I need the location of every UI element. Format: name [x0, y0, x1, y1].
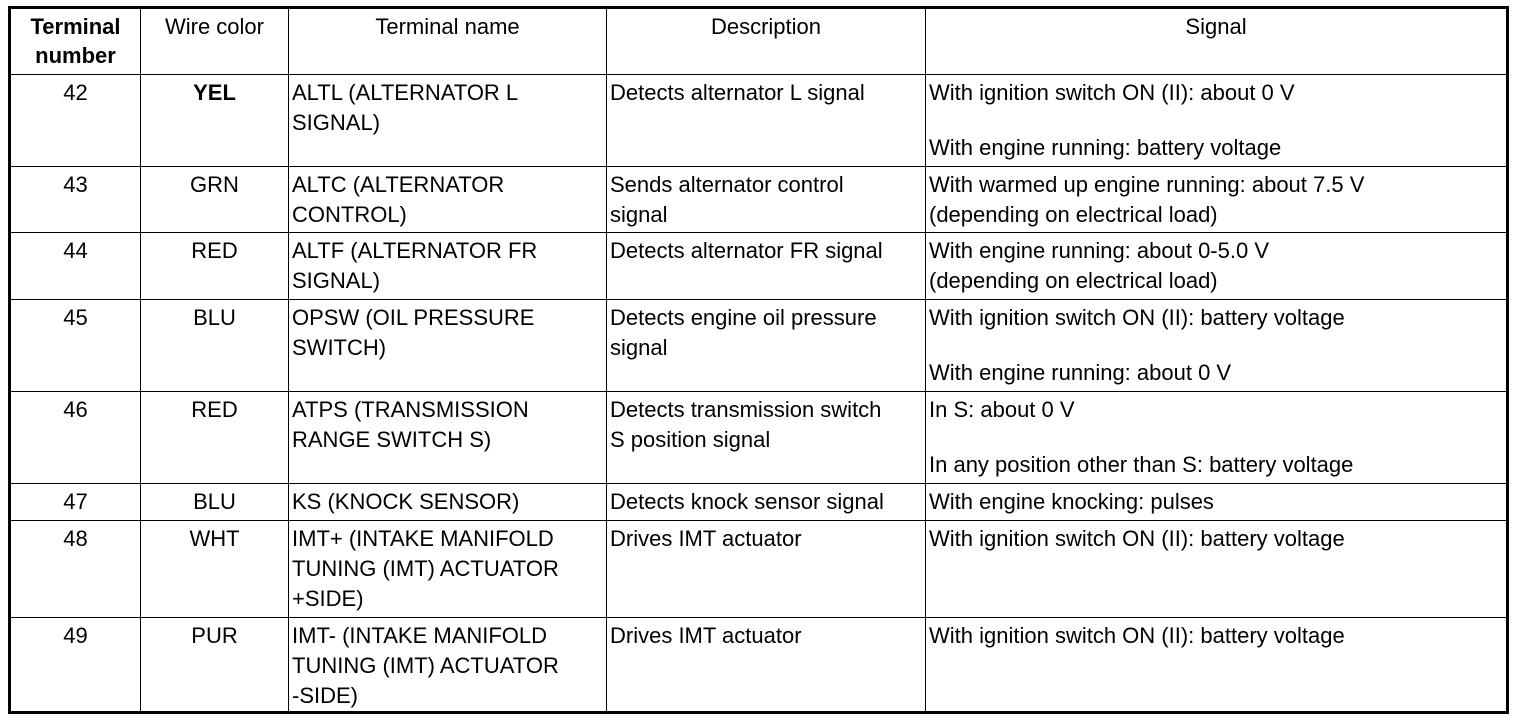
terminal-number-cell: 43 [10, 167, 141, 233]
wire-color-value: YEL [193, 80, 236, 105]
signal-line: With ignition switch ON (II): battery voltage [929, 623, 1345, 648]
header-terminal-number-line2: number [35, 43, 116, 68]
terminal-name-line: +SIDE) [292, 586, 364, 611]
signal-line: With engine running: about 0-5.0 V [929, 238, 1270, 263]
table-header-row [10, 8, 1508, 75]
terminal-name-line: ATPS (TRANSMISSION [292, 397, 529, 422]
description-line: signal [610, 202, 668, 227]
terminal-table-wrapper [8, 6, 1509, 714]
wire-color-value: WHT [189, 526, 240, 551]
wire-color-cell [141, 521, 289, 618]
signal-cell [926, 392, 1508, 484]
signal-line: With engine running: battery voltage [929, 135, 1282, 160]
wire-color-cell [141, 484, 289, 521]
description-cell [607, 167, 926, 233]
header-wire-color: Wire color [141, 8, 289, 75]
wire-color-cell [141, 618, 289, 713]
terminal-number-cell: 49 [10, 618, 141, 713]
terminal-name-cell [289, 521, 607, 618]
terminal-name-cell [289, 618, 607, 713]
description-line: Drives IMT actuator [610, 526, 802, 551]
terminal-number-cell: 45 [10, 300, 141, 392]
header-description: Description [607, 8, 926, 75]
wire-color-value: RED [191, 238, 238, 263]
terminal-number-cell: 47 [10, 484, 141, 521]
signal-cell [926, 75, 1508, 167]
description-cell [607, 392, 926, 484]
terminal-number-cell: 46 [10, 392, 141, 484]
description-line: Drives IMT actuator [610, 623, 802, 648]
terminal-name-line: KS (KNOCK SENSOR) [292, 489, 520, 514]
table-row [10, 300, 1508, 392]
terminal-name-line: RANGE SWITCH S) [292, 427, 492, 452]
wire-color-value: BLU [193, 305, 236, 330]
wire-color-cell [141, 392, 289, 484]
wire-color-cell [141, 233, 289, 300]
table-row [10, 167, 1508, 233]
wire-color-value: RED [191, 397, 238, 422]
terminal-name-line: ALTL (ALTERNATOR L [292, 80, 519, 105]
terminal-name-cell [289, 75, 607, 167]
signal-line: In S: about 0 V [929, 397, 1075, 422]
description-cell [607, 484, 926, 521]
header-terminal-name: Terminal name [289, 8, 607, 75]
description-cell [607, 300, 926, 392]
wire-color-value: PUR [191, 623, 238, 648]
terminal-name-cell [289, 167, 607, 233]
signal-line: (depending on electrical load) [929, 268, 1218, 293]
description-cell [607, 618, 926, 713]
description-line: Detects alternator L signal [610, 80, 865, 105]
terminal-name-line: CONTROL) [292, 202, 407, 227]
table-row [10, 392, 1508, 484]
signal-cell [926, 167, 1508, 233]
signal-cell [926, 618, 1508, 713]
description-line: Sends alternator control [610, 172, 844, 197]
signal-cell [926, 484, 1508, 521]
header-terminal-number-line1: Terminal [30, 14, 121, 39]
terminal-name-cell [289, 233, 607, 300]
signal-line: With warmed up engine running: about 7.5 V [929, 172, 1365, 197]
terminal-name-line: ALTF (ALTERNATOR FR [292, 238, 538, 263]
terminal-name-line: SIGNAL) [292, 268, 381, 293]
header-signal: Signal [926, 8, 1508, 75]
wire-color-cell [141, 75, 289, 167]
terminal-name-line: IMT+ (INTAKE MANIFOLD [292, 526, 554, 551]
signal-cell [926, 233, 1508, 300]
description-line: S position signal [610, 427, 771, 452]
terminal-name-cell [289, 392, 607, 484]
terminal-name-cell [289, 484, 607, 521]
terminal-number-cell: 42 [10, 75, 141, 167]
table-row [10, 484, 1508, 521]
signal-line: (depending on electrical load) [929, 202, 1218, 227]
wire-color-value: BLU [193, 489, 236, 514]
wire-color-cell [141, 300, 289, 392]
signal-cell [926, 521, 1508, 618]
terminal-name-line: TUNING (IMT) ACTUATOR [292, 556, 559, 581]
terminal-name-line: OPSW (OIL PRESSURE [292, 305, 535, 330]
terminal-name-cell [289, 300, 607, 392]
table-row [10, 75, 1508, 167]
description-cell [607, 521, 926, 618]
terminal-table [8, 6, 1509, 714]
terminal-number-cell: 44 [10, 233, 141, 300]
signal-line: In any position other than S: battery voltage [929, 452, 1354, 477]
signal-line: With ignition switch ON (II): battery voltage [929, 526, 1345, 551]
wire-color-value: GRN [190, 172, 239, 197]
terminal-name-line: ALTC (ALTERNATOR [292, 172, 505, 197]
signal-line: With ignition switch ON (II): about 0 V [929, 80, 1295, 105]
table-row [10, 233, 1508, 300]
table-row [10, 521, 1508, 618]
description-cell [607, 75, 926, 167]
terminal-name-line: TUNING (IMT) ACTUATOR [292, 653, 559, 678]
signal-cell [926, 300, 1508, 392]
terminal-name-line: SIGNAL) [292, 110, 381, 135]
description-line: Detects engine oil pressure [610, 305, 877, 330]
signal-line: With engine knocking: pulses [929, 489, 1214, 514]
signal-line: With engine running: about 0 V [929, 360, 1232, 385]
header-terminal-number [10, 8, 141, 75]
terminal-name-line: -SIDE) [292, 683, 358, 708]
signal-line: With ignition switch ON (II): battery voltage [929, 305, 1345, 330]
terminal-number-cell: 48 [10, 521, 141, 618]
terminal-name-line: IMT- (INTAKE MANIFOLD [292, 623, 548, 648]
description-line: signal [610, 335, 668, 360]
description-cell [607, 233, 926, 300]
description-line: Detects alternator FR signal [610, 238, 883, 263]
description-line: Detects transmission switch [610, 397, 882, 422]
description-line: Detects knock sensor signal [610, 489, 884, 514]
table-row [10, 618, 1508, 713]
terminal-name-line: SWITCH) [292, 335, 387, 360]
wire-color-cell [141, 167, 289, 233]
